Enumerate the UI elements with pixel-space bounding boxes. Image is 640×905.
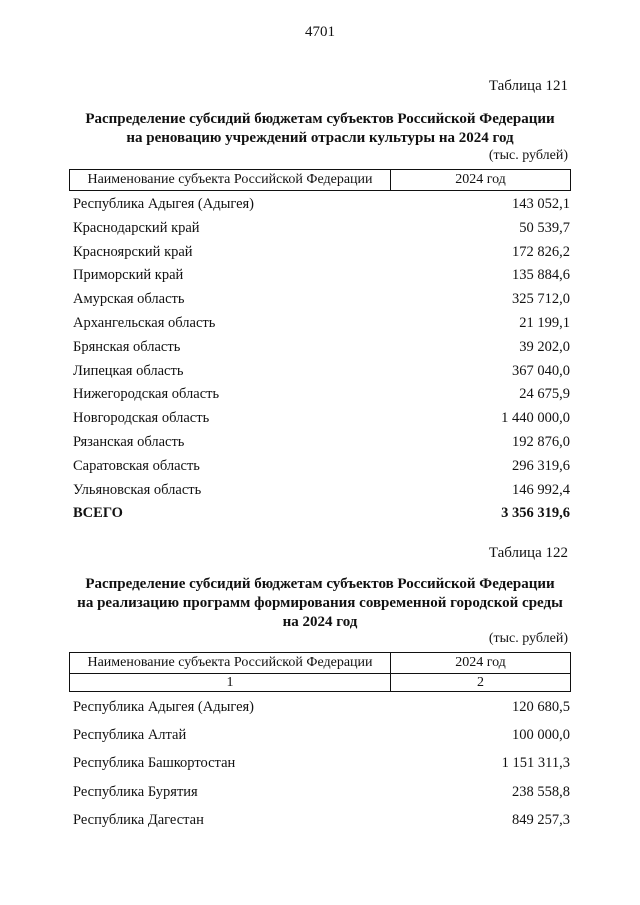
region-name: Новгородская область <box>73 410 210 427</box>
table-122-header-year: 2024 год <box>391 653 571 674</box>
table-row <box>73 360 570 384</box>
table-121-title <box>40 110 600 148</box>
subsidy-value: 238 558,8 <box>512 783 570 800</box>
table-row <box>73 431 570 455</box>
table-121-header-name: Наименование субъекта Российской Федерации <box>70 170 391 191</box>
region-name: Ульяновская область <box>73 481 202 498</box>
subsidy-value: 50 539,7 <box>519 219 570 236</box>
subsidy-value: 146 992,4 <box>512 481 570 498</box>
table-121-body <box>73 193 570 526</box>
table-122-title <box>40 575 600 632</box>
subsidy-value: 172 826,2 <box>512 243 570 260</box>
table-121-title-line1: Распределение субсидий бюджетам субъектов Российской Федерации <box>85 111 555 127</box>
table-122-title-line2: на реализацию программ формирования современной городской среды <box>77 595 563 611</box>
table-122-title-line3: на 2024 год <box>282 614 358 630</box>
table-row <box>73 217 570 241</box>
table-122-header-name: Наименование субъекта Российской Федерации <box>70 653 391 674</box>
subsidy-value: 143 052,1 <box>512 196 570 212</box>
table-row <box>73 383 570 407</box>
region-name: Красноярский край <box>73 243 193 260</box>
subsidy-value: 1 151 311,3 <box>501 755 570 772</box>
table-row <box>73 479 570 503</box>
table-122-header-num2: 2 <box>391 674 571 692</box>
table-row <box>73 264 570 288</box>
table-121-label: Таблица 121 <box>488 78 568 94</box>
region-name: Республика Адыгея (Адыгея) <box>73 699 255 715</box>
table-row <box>73 336 570 360</box>
table-122-title-line1: Распределение субсидий бюджетам субъектов Российской Федерации <box>85 576 555 592</box>
region-name: Рязанская область <box>73 433 185 450</box>
region-name: Республика Алтай <box>73 727 187 744</box>
table-row <box>73 806 570 834</box>
total-value: 3 356 319,6 <box>501 505 570 522</box>
region-name: Республика Башкортостан <box>73 755 236 772</box>
table-row <box>73 749 570 777</box>
total-label: ВСЕГО <box>73 505 123 522</box>
subsidy-value: 21 199,1 <box>519 314 570 331</box>
region-name: Нижегородская область <box>73 386 220 403</box>
table-row <box>73 455 570 479</box>
region-name: Приморский край <box>73 267 184 284</box>
table-122-header-num1: 1 <box>70 674 391 692</box>
region-name: Амурская область <box>73 291 185 308</box>
table-row <box>73 693 570 721</box>
subsidy-value: 192 876,0 <box>512 433 570 450</box>
region-name: Липецкая область <box>73 362 184 379</box>
region-name: Краснодарский край <box>73 219 200 236</box>
table-122-label: Таблица 122 <box>488 545 568 561</box>
table-121-units: (тыс. рублей) <box>488 148 568 163</box>
table-122-units: (тыс. рублей) <box>488 631 568 646</box>
table-row <box>73 312 570 336</box>
table-122-header <box>69 652 571 692</box>
subsidy-value: 296 319,6 <box>512 457 570 474</box>
table-row <box>73 407 570 431</box>
region-name: Республика Дагестан <box>73 811 204 828</box>
table-row <box>73 193 570 217</box>
subsidy-value: 100 000,0 <box>512 727 570 744</box>
region-name: Саратовская область <box>73 457 200 474</box>
subsidy-value: 325 712,0 <box>512 291 570 308</box>
region-name: Республика Бурятия <box>73 783 198 800</box>
subsidy-value: 849 257,3 <box>512 811 570 828</box>
table-row <box>73 778 570 806</box>
table-121-header-year: 2024 год <box>391 170 571 191</box>
subsidy-value: 135 884,6 <box>512 267 570 284</box>
table-121-title-line2: на реновацию учреждений отрасли культуры на 2024 год <box>126 130 514 146</box>
subsidy-value: 1 440 000,0 <box>501 410 570 427</box>
table-row <box>73 288 570 312</box>
region-name: Брянская область <box>73 338 181 355</box>
subsidy-value: 39 202,0 <box>519 338 570 355</box>
subsidy-value: 367 040,0 <box>512 362 570 379</box>
region-name: Республика Адыгея (Адыгея) <box>73 196 255 212</box>
subsidy-value: 24 675,9 <box>519 386 570 403</box>
table-row <box>73 721 570 749</box>
region-name: Архангельская область <box>73 314 216 331</box>
table-122-body <box>73 693 570 834</box>
table-121-header <box>69 169 571 191</box>
table-row <box>73 241 570 265</box>
subsidy-value: 120 680,5 <box>512 699 570 715</box>
page-number: 4701 <box>305 24 335 40</box>
total-row <box>73 502 570 526</box>
